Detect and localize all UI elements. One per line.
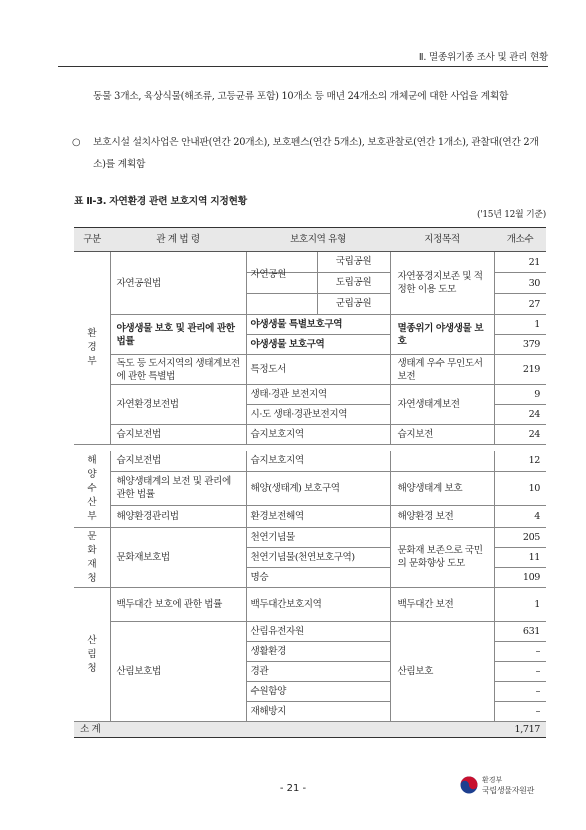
type-cell: 환경보전해역 — [246, 505, 390, 527]
table-title: 표 Ⅱ-3. 자연환경 관련 보호지역 지정현황 — [74, 196, 247, 207]
type-cell: 산림유전자원 — [246, 622, 390, 642]
group-cell — [74, 451, 110, 528]
count-cell: 109 — [494, 568, 546, 588]
count-cell: – — [494, 642, 546, 662]
purpose-cell: 멸종위기 야생생물 보호 — [390, 315, 494, 355]
table-row — [74, 505, 546, 527]
purpose-cell: 산림보호 — [390, 622, 494, 722]
header-cell: 개소수 — [494, 228, 546, 252]
type-cell: 천연기념물 — [246, 528, 390, 548]
purpose-cell: 해양생태계 보호 — [390, 471, 494, 505]
header-title: Ⅱ. 멸종위기종 조사 및 관리 현황 — [418, 52, 548, 63]
count-cell: 1 — [494, 315, 546, 335]
type-cell: 야생생물 특별보호구역 — [246, 315, 390, 335]
purpose-cell: 해양환경 보전 — [390, 505, 494, 527]
count-cell: – — [494, 662, 546, 682]
purpose-cell: 백두대간 보전 — [390, 588, 494, 622]
type-county: 군립공원 — [317, 294, 390, 314]
table-row — [74, 355, 546, 385]
type-cell: 생활환경 — [246, 642, 390, 662]
count-cell: – — [494, 702, 546, 722]
law-cell: 산림보호법 — [110, 622, 246, 722]
type-natural-park: 자연공원 — [250, 269, 286, 280]
type-cell: 재해방지 — [246, 702, 390, 722]
table-note: ('15년 12월 기준) — [477, 210, 546, 220]
ministry-logo — [460, 775, 550, 797]
total-value: 1,717 — [494, 722, 546, 738]
law-cell: 문화재보호법 — [110, 528, 246, 588]
type-cell: 명승 — [246, 568, 390, 588]
header-cell: 보호지역 유형 — [246, 228, 390, 252]
law-cell: 자연공원법 — [110, 252, 246, 315]
header-cell: 구분 — [74, 228, 110, 252]
group-label: 산림청 — [87, 634, 97, 674]
count-cell: 11 — [494, 548, 546, 568]
type-cell: 백두대간보호지역 — [246, 588, 390, 622]
body-paragraph: 동물 3개소, 육상식물(해조류, 고등균류 포함) 10개소 등 매년 24개소의 개체군에 대한 사업을 계획함 — [93, 91, 509, 102]
type-cell: 시·도 생태·경관보전지역 — [246, 405, 390, 425]
count-cell: 1 — [494, 588, 546, 622]
total-label: 소 계 — [74, 722, 494, 738]
taegeuk-logo-icon — [460, 776, 478, 794]
bullet-item — [72, 132, 547, 176]
type-national: 국립공원 — [317, 252, 390, 272]
page-header — [0, 0, 586, 66]
law-cell: 자연환경보전법 — [110, 385, 246, 425]
purpose-cell: 자연풍경지보존 및 적정한 이용 도모 — [390, 252, 494, 315]
count-cell: – — [494, 682, 546, 702]
type-cell: 습지보호지역 — [246, 451, 390, 471]
type-cell: 습지보호지역 — [246, 425, 390, 445]
table-row — [74, 588, 546, 622]
type-cell — [246, 294, 390, 315]
type-cell: 천연기념물(천연보호구역) — [246, 548, 390, 568]
table-row — [74, 425, 546, 445]
page-number: - 21 - — [279, 783, 307, 794]
type-cell: 경관 — [246, 662, 390, 682]
table-row — [74, 622, 546, 642]
count-cell: 21 — [494, 252, 546, 273]
count-cell: 205 — [494, 528, 546, 548]
bullet-mark: ○ — [72, 137, 81, 148]
type-cell: 수원함양 — [246, 682, 390, 702]
purpose-cell: 문화재 보존으로 국민의 문화향상 도모 — [390, 528, 494, 588]
table-row — [74, 528, 546, 548]
count-cell: 9 — [494, 385, 546, 405]
count-cell: 27 — [494, 294, 546, 315]
count-cell: 631 — [494, 622, 546, 642]
law-cell: 습지보전법 — [110, 425, 246, 445]
group-cell — [74, 588, 110, 722]
count-cell: 379 — [494, 335, 546, 355]
group-cell — [74, 528, 110, 588]
group-label: 환경부 — [87, 328, 97, 367]
count-cell: 12 — [494, 451, 546, 471]
total-row — [74, 722, 546, 738]
bullet-text: 보호시설 설치사업은 안내판(연간 20개소), 보호펜스(연간 5개소), 보호관찰로(연간 1개소), 관찰대(연간 2개소)를 계획함 — [93, 137, 539, 170]
count-cell: 24 — [494, 405, 546, 425]
table-row — [74, 451, 546, 471]
type-cell — [246, 269, 390, 294]
purpose-cell: 자연생태계보전 — [390, 385, 494, 425]
group-label: 해양수산부 — [87, 455, 97, 522]
protected-area-table-continued — [74, 451, 546, 738]
law-cell: 습지보전법 — [110, 451, 246, 471]
table-row — [74, 471, 546, 505]
law-cell: 백두대간 보호에 관한 법률 — [110, 588, 246, 622]
purpose-cell — [390, 451, 494, 471]
law-cell: 해양생태계의 보전 및 관리에 관한 법률 — [110, 471, 246, 505]
type-cell: 야생생물 보호구역 — [246, 335, 390, 355]
group-cell — [74, 252, 110, 445]
table-row — [74, 252, 546, 273]
count-cell: 219 — [494, 355, 546, 385]
count-cell: 10 — [494, 471, 546, 505]
law-cell: 해양환경관리법 — [110, 505, 246, 527]
purpose-cell: 습지보전 — [390, 425, 494, 445]
purpose-cell: 생태계 우수 무인도서 보전 — [390, 355, 494, 385]
count-cell: 30 — [494, 273, 546, 294]
type-cell: 해양(생태계) 보호구역 — [246, 471, 390, 505]
header-cell: 지정목적 — [390, 228, 494, 252]
group-label: 문화재청 — [87, 530, 97, 584]
table-row — [74, 315, 546, 335]
header-rule — [58, 66, 548, 67]
protected-area-table — [74, 227, 546, 445]
logo-text-institute: 국립생물자원관 — [482, 786, 534, 795]
law-cell: 야생생물 보호 및 관리에 관한 법률 — [110, 315, 246, 355]
logo-text-ministry: 환경부 — [482, 776, 503, 784]
count-cell: 24 — [494, 425, 546, 445]
count-cell: 4 — [494, 505, 546, 527]
type-cell: 특정도서 — [246, 355, 390, 385]
type-provincial: 도립공원 — [317, 273, 390, 293]
type-cell: 생태·경관 보전지역 — [246, 385, 390, 405]
table-header-row — [74, 228, 546, 252]
law-cell: 독도 등 도서지역의 생태계보전에 관한 특별법 — [110, 355, 246, 385]
header-cell: 관 계 법 령 — [110, 228, 246, 252]
table-row — [74, 385, 546, 405]
